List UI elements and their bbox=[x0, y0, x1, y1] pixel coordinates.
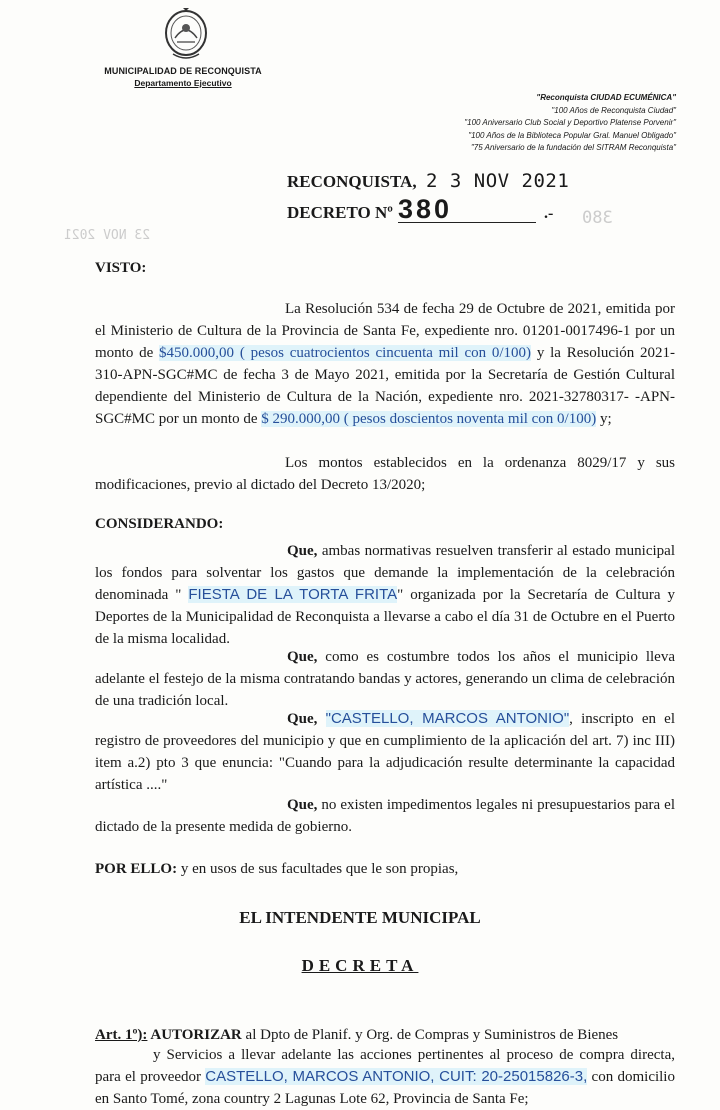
intendente-title: EL INTENDENTE MUNICIPAL bbox=[239, 908, 481, 927]
decree-underline bbox=[398, 222, 536, 223]
decree-suffix: .- bbox=[544, 205, 554, 222]
que-lead: Que, bbox=[287, 649, 318, 665]
decree-number: 380 bbox=[398, 194, 453, 224]
highlight-event: FIESTA DE LA TORTA FRITA bbox=[188, 586, 398, 603]
decreta-text: DECRETA bbox=[301, 956, 419, 975]
que-lead: Que, bbox=[287, 797, 318, 813]
municipal-seal-icon bbox=[163, 8, 209, 62]
decree-label: DECRETO Nº bbox=[287, 203, 393, 222]
text: y; bbox=[596, 411, 612, 427]
decreta-title bbox=[0, 956, 720, 976]
que-lead: Que, bbox=[287, 711, 318, 727]
text: y la Resolución 2021-310-APN-SGC#MC de fecha 3 de Mayo 2021, emitida por la Secretaría de Gestión Cultural dependiente del Ministerio de Cultura de la Nación, expediente nro. 2021-32780317- -APN-SGC#MC por un monto de bbox=[95, 345, 675, 427]
considerando-paragraph-3 bbox=[95, 708, 675, 796]
considerando-paragraph-4 bbox=[95, 794, 675, 838]
motto: "Reconquista CIUDAD ECUMÉNICA" bbox=[536, 93, 676, 102]
text: como es costumbre todos los años el municipio lleva adelante el festejo de la misma contratando bandas y actores, generando un clima de celebración de una tradición local. bbox=[95, 649, 675, 709]
mottos-block bbox=[380, 92, 676, 155]
section-heading-visto: VISTO: bbox=[95, 260, 147, 276]
section-heading-considerando: CONSIDERANDO: bbox=[95, 516, 224, 532]
por-ello-paragraph bbox=[95, 858, 675, 880]
text: La Resolución 534 de fecha 29 de Octubre de 2021, emitida por el Ministerio de Cultura de la Provincia de Santa Fe, expediente nro. 01201-0017496-1 por un monto de bbox=[95, 301, 675, 361]
org-name: MUNICIPALIDAD DE RECONQUISTA bbox=[104, 66, 262, 76]
article-1-line-1 bbox=[95, 1024, 675, 1046]
text: " organizada por la Secretaría de Cultura y Deportes de la Municipalidad de Reconquista a llevarse a cabo el día 31 de Octubre en el Puerto de la misma localidad. bbox=[95, 587, 675, 647]
considerando-paragraph-2 bbox=[95, 646, 675, 712]
highlight-amount: $ 290.000,00 ( pesos doscientos noventa mil con 0/100) bbox=[261, 411, 597, 427]
por-ello-lead: POR ELLO: bbox=[95, 861, 178, 877]
article-verb: AUTORIZAR bbox=[147, 1027, 242, 1043]
text: con domicilio en Santo Tomé, zona country 2 Lagunas Lote 62, Provincia de Santa Fe; bbox=[95, 1069, 675, 1107]
motto: "100 Años de la Biblioteca Popular Gral. Manuel Obligado" bbox=[468, 130, 676, 140]
visto-paragraph-1 bbox=[95, 298, 675, 430]
date-stamp: 2 3 NOV 2021 bbox=[426, 170, 570, 192]
text: al Dpto de Planif. y Org. de Compras y Suministros de Bienes bbox=[241, 1027, 619, 1043]
highlight-amount: $450.000,00 ( pesos cuatrocientos cincuenta mil con 0/100) bbox=[159, 345, 532, 361]
visto-paragraph-2: Los montos establecidos en la ordenanza 8029/17 y sus modificaciones, previo al dictado del Decreto 13/2020; bbox=[95, 455, 675, 493]
org-department: Departamento Ejecutivo bbox=[134, 78, 232, 88]
text: no existen impedimentos legales ni presupuestarios para el dictado de la presente medida de gobierno. bbox=[95, 797, 675, 835]
text: ambas normativas resuelven transferir al estado municipal los fondos para solventar los gastos que demande la implementación de la celebración denominada " bbox=[95, 543, 675, 603]
text: y Servicios a llevar adelante las acciones pertinentes al proceso de compra directa, para el proveedor bbox=[95, 1047, 675, 1085]
bleed-through-date: 23 NOV 2021 bbox=[64, 228, 151, 243]
considerando-paragraph-1 bbox=[95, 540, 675, 650]
motto: "75 Aniversario de la fundación del SITRAM Reconquista" bbox=[470, 143, 676, 152]
motto: "100 Años de Reconquista Ciudad" bbox=[551, 105, 676, 115]
motto: "100 Aniversario Club Social y Deportivo Platense Porvenir" bbox=[464, 118, 676, 127]
que-lead: Que, bbox=[287, 543, 318, 559]
text: , inscripto en el registro de proveedores del municipio y que en cumplimiento de la aplicación del art. 7) inc III) item a.2) pto 3 que enuncia: "Cuando para la adjudicación resulte determinante la capacidad artística ...." bbox=[95, 711, 676, 793]
highlight-provider-name: "CASTELLO, MARCOS ANTONIO" bbox=[325, 710, 570, 727]
bleed-through-number: 380 bbox=[582, 208, 613, 228]
decree-place: RECONQUISTA, bbox=[287, 172, 417, 191]
article-label: Art. 1º): bbox=[95, 1027, 148, 1043]
article-1-body bbox=[95, 1044, 675, 1110]
highlight-provider-cuit: CASTELLO, MARCOS ANTONIO, CUIT: 20-25015826-3, bbox=[205, 1068, 588, 1085]
text: y en usos de sus facultades que le son propias, bbox=[177, 861, 459, 877]
